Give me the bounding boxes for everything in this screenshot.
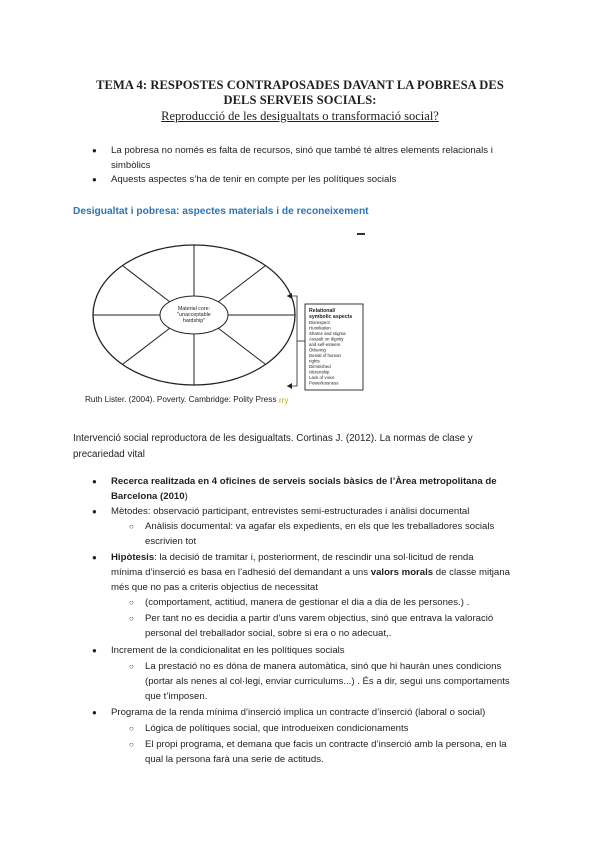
bullet-dot: ●: [92, 646, 97, 655]
sub-bullet: ○: [129, 724, 134, 733]
box-item: Lack of voice: [309, 375, 335, 380]
box-item: citizenship: [309, 369, 330, 375]
section-heading: Desigualtat i pobresa: aspectes materials i de reconeixement: [73, 206, 369, 217]
bullet-dot: ●: [92, 507, 97, 516]
hypothesis-label: Hipòtesis: [111, 552, 155, 563]
figure-caption: Ruth Lister. (2004). Poverty. Cambridge: Polity Press: [82, 395, 279, 404]
sub-item-cont: personal del treballador social, sobre si era o no adecuat,.: [145, 628, 392, 639]
page-title: TEMA 4: RESPOSTES CONTRAPOSADES DAVANT LA POBRESA DES: [96, 78, 504, 92]
page-title-line2: DELS SERVEIS SOCIALS:: [223, 93, 377, 107]
list-item-cont: [111, 567, 510, 579]
list-item: Aquests aspectes s’ha de tenir en compte per les polítiques socials: [111, 174, 397, 185]
sub-item: Lógica de polítiques social, que introdueixen condicionaments: [145, 723, 409, 734]
sub-item-cont: que t’imposen.: [145, 691, 208, 702]
hypothesis-emphasis: valors morals: [370, 567, 434, 578]
list-item-cont: [111, 491, 188, 503]
sub-bullet: ○: [129, 662, 134, 671]
bullet-dot: ●: [92, 175, 97, 184]
wheel-diagram: [73, 230, 373, 408]
bullet-dot: ●: [92, 146, 97, 155]
box-item: Humiliation: [309, 325, 331, 331]
list-item: Mètodes: observació participant, entrevistes semi-estructurades i anàlisi documental: [111, 506, 470, 517]
box-item: Othering: [309, 347, 326, 353]
core-label: hardship": [182, 318, 206, 324]
research-city: Barcelona (2010: [111, 491, 185, 502]
sub-item: La prestació no es dóna de manera automàtica, sinó que hi hauràn unes condicions: [145, 661, 502, 672]
page-subtitle: Reproducció de les desigualtats o transformació social?: [161, 109, 439, 123]
box-title: Relational/: [309, 308, 336, 314]
sub-item: Anàlisis documental: va agafar els expedients, en els que les treballadores socials: [145, 521, 495, 532]
sub-bullet: ○: [129, 740, 134, 749]
paragraph-cont: precariedad vital: [73, 449, 145, 460]
box-item: Shame and stigma: [309, 331, 346, 336]
sub-bullet: ○: [129, 614, 134, 623]
list-item-cont: simbòlics: [111, 160, 151, 171]
box-item: Assault on dignity: [309, 336, 344, 342]
research-paren: ): [184, 491, 188, 502]
sub-item-cont: (portar als nenes al col·legi, enviar curriculums...) . És a dir, segui uns comportaments: [145, 676, 510, 687]
sub-item-cont: escrivien tot: [145, 536, 197, 547]
box-title: symbolic aspects: [309, 314, 353, 320]
sub-item-cont: qual la persona farà una serie de actituds.: [145, 754, 324, 765]
box-item: Powerlessness: [309, 380, 339, 386]
caption-tail: rry: [279, 396, 289, 405]
bullet-dot: ●: [92, 553, 97, 562]
core-label: "unacceptable: [177, 312, 211, 318]
box-item: Diminished: [309, 364, 331, 369]
list-item: Recerca realitzada en 4 oficines de serveis socials bàsics de l’Àrea metropolitana de: [111, 476, 497, 487]
box-item: rights: [309, 358, 320, 364]
box-item: Disrespect: [309, 320, 330, 325]
hypothesis-text: mínima d’inserció es basa en l’adhesió del demandant a uns: [111, 567, 371, 578]
list-item: Increment de la condicionalitat en les polítiques socials: [111, 645, 345, 656]
sub-item: Per tant no es decidia a partir d’uns varem objectius, sinó que entrava la valoració: [145, 613, 494, 624]
list-item: Programa de la renda mínima d’inserció implica un contracte d’inserció (laboral o social): [111, 707, 486, 718]
list-item: [111, 552, 474, 564]
list-item-cont: més que no pas a criteris objectius de necessitat: [111, 582, 318, 593]
poverty-wheel-figure: [73, 230, 373, 408]
paragraph: Intervenció social reproductora de les desigualtats. Cortinas J. (2012). La normas de clase y: [73, 433, 473, 444]
sub-item: El propi programa, et demana que facis un contracte d’inserció amb la persona, en la: [145, 739, 507, 750]
hypothesis-text: de classe mitjana: [433, 567, 510, 578]
bullet-dot: ●: [92, 477, 97, 486]
hypothesis-text: : la decisió de tramitar i, posteriorment, de rescindir una sol·licitud de renda: [154, 552, 474, 563]
box-item: and self-esteem: [309, 342, 341, 347]
bullet-dot: ●: [92, 708, 97, 717]
box-item: Denial of human: [309, 353, 341, 358]
list-item: La pobresa no només es falta de recursos, sinó que també té altres elements relacionals i: [111, 145, 493, 156]
sub-bullet: ○: [129, 598, 134, 607]
core-label: Material core:: [177, 306, 211, 312]
sub-bullet: ○: [129, 522, 134, 531]
sub-item: (comportament, actitiud, manera de gestionar el dia a dia de les persones.) .: [145, 597, 470, 608]
